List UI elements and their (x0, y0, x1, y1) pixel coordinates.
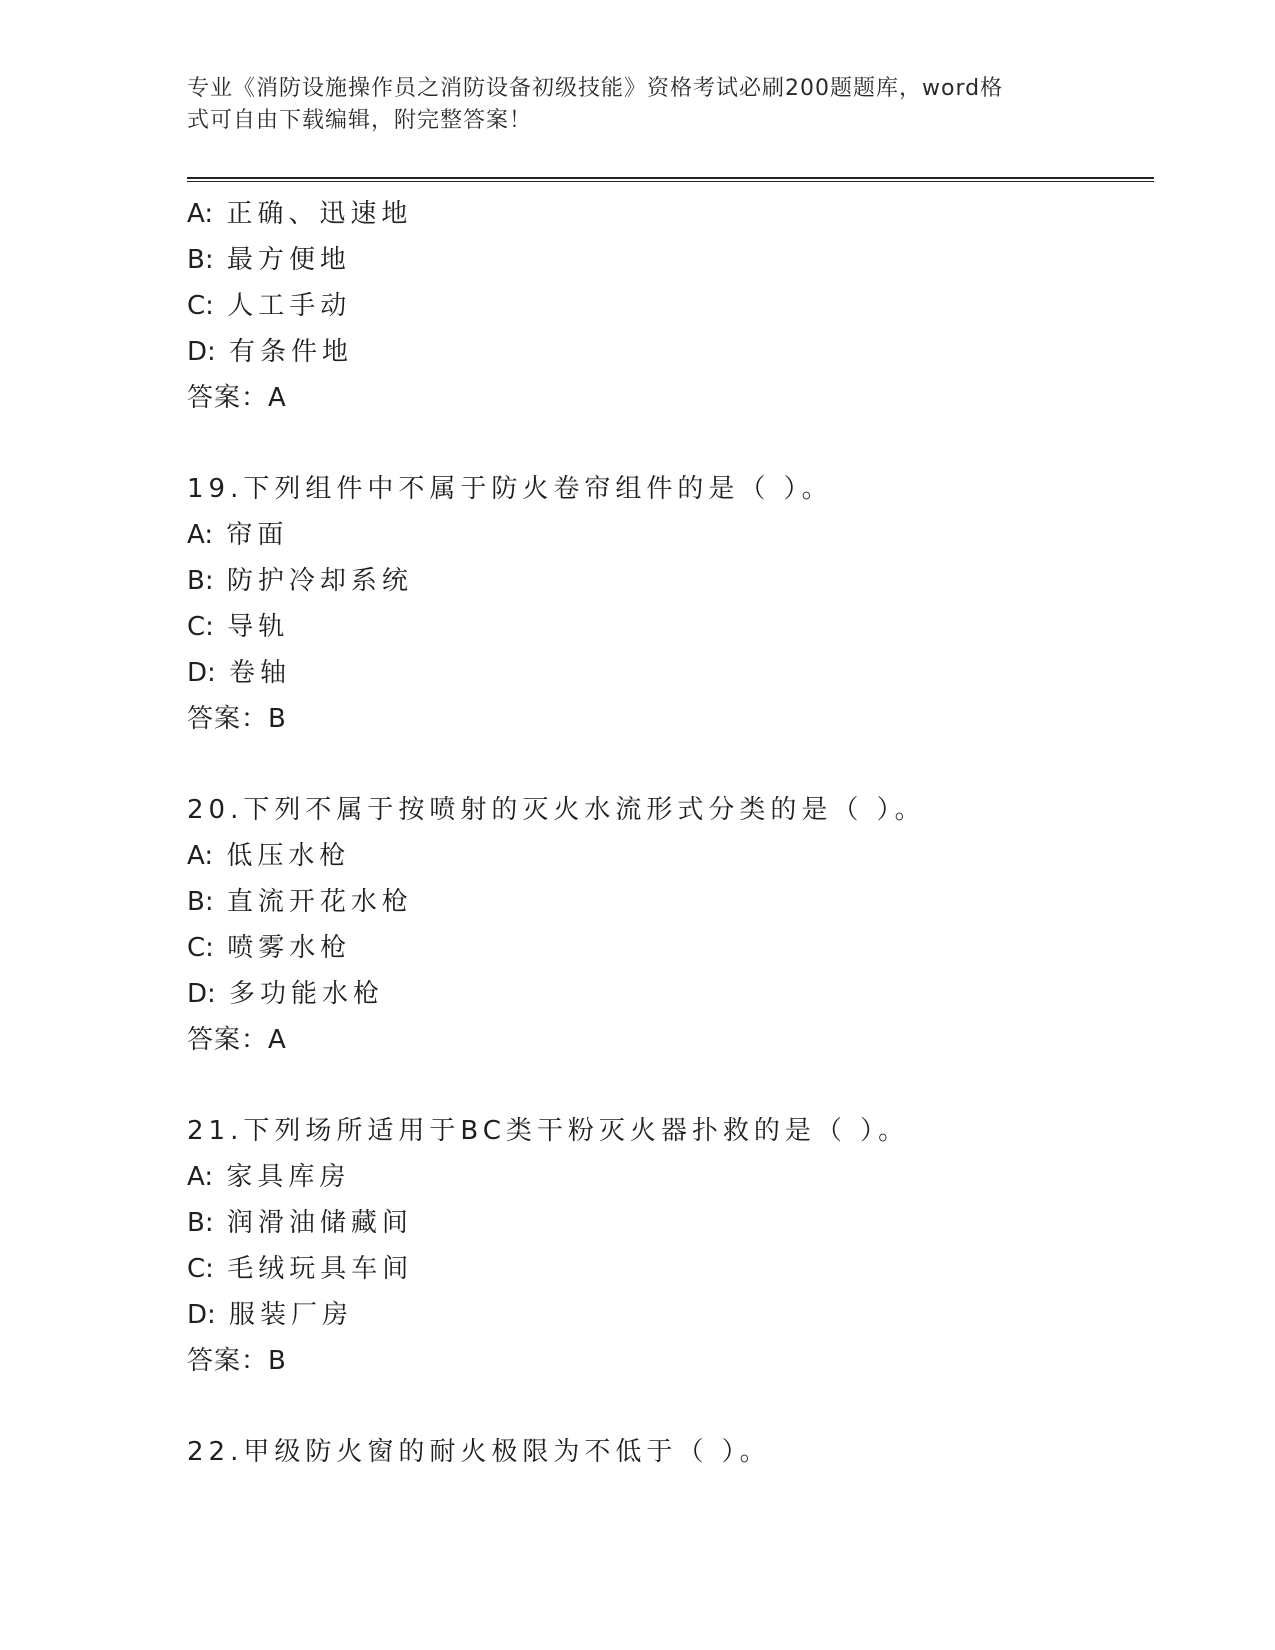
option-b (187, 1200, 1154, 1246)
option-a (187, 833, 1154, 879)
answer-line: 答案：A (187, 1025, 287, 1055)
option-letter: C: (187, 933, 214, 963)
option-d (187, 329, 1154, 375)
option-text: 润滑油储藏间 (226, 1208, 413, 1238)
option-text: 帘面 (226, 520, 289, 550)
question-stem: 19.下列组件中不属于防火卷帘组件的是（ ）。 (187, 474, 833, 504)
option-c (187, 604, 1154, 650)
option-letter: C: (187, 612, 214, 642)
option-c (187, 283, 1154, 329)
answer-line: 答案：B (187, 704, 287, 734)
header-line-2: 式可自由下载编辑，附完整答案！ (187, 108, 533, 133)
option-text: 导轨 (227, 612, 290, 642)
option-text: 卷轴 (229, 658, 292, 688)
spacer (187, 421, 1154, 466)
option-text: 最方便地 (226, 245, 351, 275)
header-divider (187, 177, 1154, 182)
spacer (187, 1384, 1154, 1429)
question-list (187, 191, 1154, 1475)
option-letter: D: (187, 337, 216, 367)
answer-line: 答案：A (187, 383, 287, 413)
option-d (187, 971, 1154, 1017)
option-letter: B: (187, 1208, 214, 1238)
question-stem: 22.甲级防火窗的耐火极限为不低于（ ）。 (187, 1437, 771, 1467)
partial-question-block (187, 191, 1154, 421)
question-19 (187, 466, 1154, 742)
option-letter: B: (187, 245, 214, 275)
option-b (187, 558, 1154, 604)
option-text: 服装厂房 (229, 1300, 354, 1330)
option-a (187, 512, 1154, 558)
option-text: 低压水枪 (226, 841, 351, 871)
option-letter: C: (187, 291, 214, 321)
option-d (187, 650, 1154, 696)
option-letter: B: (187, 566, 214, 596)
question-stem: 21.下列场所适用于BC类干粉灭火器扑救的是（ ）。 (187, 1116, 910, 1146)
option-a (187, 191, 1154, 237)
option-text: 直流开花水枪 (226, 887, 413, 917)
option-letter: A: (187, 841, 214, 871)
option-d (187, 1292, 1154, 1338)
option-text: 多功能水枪 (229, 979, 385, 1009)
option-a (187, 1154, 1154, 1200)
option-c (187, 1246, 1154, 1292)
option-letter: C: (187, 1254, 214, 1284)
option-letter: D: (187, 658, 216, 688)
option-b (187, 879, 1154, 925)
option-letter: D: (187, 979, 216, 1009)
question-20 (187, 787, 1154, 1063)
option-letter: A: (187, 1162, 214, 1192)
option-letter: D: (187, 1300, 216, 1330)
option-letter: A: (187, 520, 214, 550)
question-stem: 20.下列不属于按喷射的灭火水流形式分类的是（ ）。 (187, 795, 926, 825)
header-line-1: 专业《消防设施操作员之消防设备初级技能》资格考试必刷200题题库，word格 (187, 76, 1004, 101)
option-c (187, 925, 1154, 971)
option-letter: B: (187, 887, 214, 917)
option-text: 家具库房 (226, 1162, 351, 1192)
option-text: 毛绒玩具车间 (227, 1254, 414, 1284)
option-b (187, 237, 1154, 283)
document-header (187, 73, 1067, 137)
option-text: 防护冷却系统 (226, 566, 413, 596)
option-text: 有条件地 (229, 337, 354, 367)
option-text: 喷雾水枪 (227, 933, 352, 963)
spacer (187, 1063, 1154, 1108)
spacer (187, 742, 1154, 787)
option-text: 人工手动 (227, 291, 352, 321)
option-letter: A: (187, 199, 214, 229)
question-22 (187, 1429, 1154, 1475)
question-21 (187, 1108, 1154, 1384)
option-text: 正确、迅速地 (226, 199, 413, 229)
answer-line: 答案：B (187, 1346, 287, 1376)
